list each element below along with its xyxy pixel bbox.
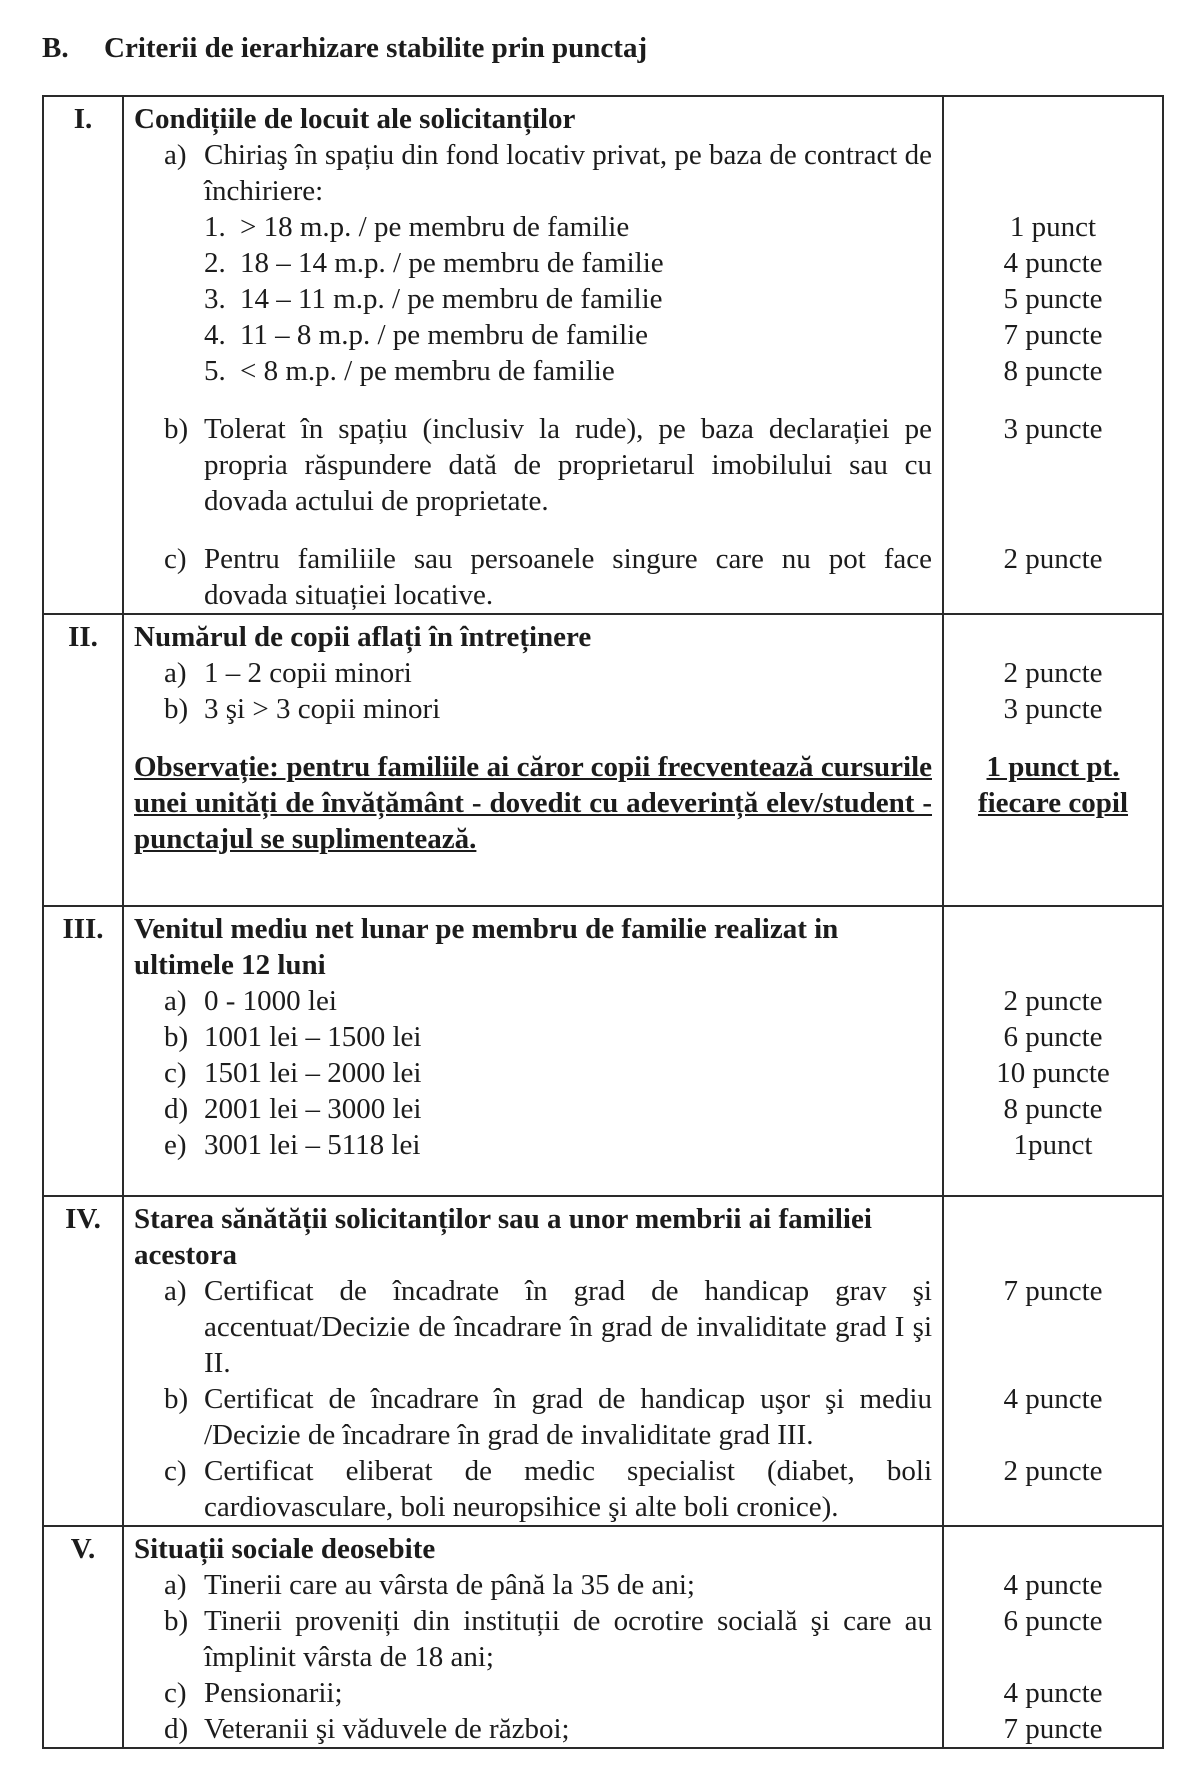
points-column xyxy=(943,1526,1163,1748)
points-column xyxy=(943,906,1163,1196)
points-value: 1punct xyxy=(1013,1129,1093,1161)
criteria-description xyxy=(123,1526,943,1748)
row-number: III. xyxy=(43,906,123,1196)
item-text: Certificat de încadrate în grad de handicap grav şi accentuat/Decizie de încadrare în grad de invaliditate grad I şi II. xyxy=(204,1275,932,1379)
item-label: a) xyxy=(164,1569,187,1601)
points-value: 6 puncte xyxy=(1003,1605,1103,1637)
section-heading xyxy=(42,30,647,66)
points-value: 4 puncte xyxy=(1003,247,1103,279)
sub-item-number: 5. xyxy=(204,355,226,387)
sub-item-number: 1. xyxy=(204,211,226,243)
item-text: 1001 lei – 1500 lei xyxy=(204,1021,422,1053)
item-text: 2001 lei – 3000 lei xyxy=(204,1093,422,1125)
criteria-title: Starea sănătății solicitanților sau a unor membrii ai familiei acestora xyxy=(134,1203,872,1271)
item-text: Certificat de încadrare în grad de handicap uşor şi mediu /Decizie de încadrare în grad de invaliditate grad III. xyxy=(204,1383,932,1451)
item-text: Tolerat în spațiu (inclusiv la rude), pe baza declarației pe propria răspundere dată de proprietarul imobilului sau cu dovada actului de proprietate. xyxy=(204,413,932,517)
sub-item xyxy=(134,245,932,281)
points-value: 2 puncte xyxy=(1003,543,1103,575)
points-column xyxy=(943,1196,1163,1526)
section-title: Criterii de ierarhizare stabilite prin punctaj xyxy=(104,32,648,64)
list-item xyxy=(134,1055,932,1091)
item-text: 1 – 2 copii minori xyxy=(204,657,412,689)
item-text: 3 şi > 3 copii minori xyxy=(204,693,441,725)
points-value: 4 puncte xyxy=(1003,1383,1103,1415)
points-value: 7 puncte xyxy=(1003,319,1103,351)
list-item xyxy=(134,1381,932,1453)
points-value: 7 puncte xyxy=(1003,1713,1103,1745)
list-item xyxy=(134,655,932,691)
sub-item-text: 14 – 11 m.p. / pe membru de familie xyxy=(240,283,663,315)
sub-item xyxy=(134,317,932,353)
item-label: c) xyxy=(164,1455,187,1487)
sub-item-number: 3. xyxy=(204,283,226,315)
sub-item-number: 2. xyxy=(204,247,226,279)
item-label: e) xyxy=(164,1129,187,1161)
criteria-row-1 xyxy=(43,96,1163,614)
points-value: 8 puncte xyxy=(1003,1093,1103,1125)
item-label: a) xyxy=(164,1275,187,1307)
item-label: a) xyxy=(164,657,187,689)
section-letter: B. xyxy=(42,32,69,64)
points-value: 7 puncte xyxy=(1003,1275,1103,1307)
list-item xyxy=(134,1091,932,1127)
sub-item-text: 11 – 8 m.p. / pe membru de familie xyxy=(240,319,649,351)
criteria-title: Condițiile de locuit ale solicitanților xyxy=(134,103,576,135)
list-item xyxy=(134,1453,932,1525)
points-value: 4 puncte xyxy=(1003,1569,1103,1601)
points-value: 5 puncte xyxy=(1003,283,1103,315)
criteria-row-3 xyxy=(43,906,1163,1196)
points-column xyxy=(943,614,1163,906)
points-value: 1 punct xyxy=(1009,211,1097,243)
points-value: 6 puncte xyxy=(1003,1021,1103,1053)
item-label: c) xyxy=(164,1057,187,1089)
criteria-title: Numărul de copii aflați în întreținere xyxy=(134,621,592,653)
sub-item-number: 4. xyxy=(204,319,226,351)
list-item xyxy=(134,1019,932,1055)
sub-item-text: < 8 m.p. / pe membru de familie xyxy=(240,355,615,387)
criteria-row-5 xyxy=(43,1526,1163,1748)
points-value: 8 puncte xyxy=(1003,355,1103,387)
item-text: 3001 lei – 5118 lei xyxy=(204,1129,421,1161)
points-value: 2 puncte xyxy=(1003,657,1103,689)
criteria-row-4 xyxy=(43,1196,1163,1526)
sub-item-text: > 18 m.p. / pe membru de familie xyxy=(240,211,630,243)
row-number: IV. xyxy=(43,1196,123,1526)
item-label: d) xyxy=(164,1093,189,1125)
criteria-description xyxy=(123,96,943,614)
points-value: 2 puncte xyxy=(1003,985,1103,1017)
criteria-description xyxy=(123,1196,943,1526)
item-label: b) xyxy=(164,1021,189,1053)
criteria-description xyxy=(123,614,943,906)
list-item xyxy=(134,1273,932,1381)
item-label: b) xyxy=(164,693,189,725)
sub-item xyxy=(134,353,932,389)
item-text: Certificat eliberat de medic specialist (diabet, boli cardiovasculare, boli neuropsihice şi alte boli cronice). xyxy=(204,1455,932,1523)
item-text: 1501 lei – 2000 lei xyxy=(204,1057,422,1089)
item-text: Chiriaş în spațiu din fond locativ privat, pe baza de contract de închiriere: xyxy=(204,139,932,207)
row-number: II. xyxy=(43,614,123,906)
item-text: Tinerii care au vârsta de până la 35 de ani; xyxy=(204,1569,695,1601)
criteria-title: Venitul mediu net lunar pe membru de familie realizat in ultimele 12 luni xyxy=(134,913,839,981)
item-text: Veteranii şi văduvele de război; xyxy=(204,1713,570,1745)
list-item xyxy=(134,411,932,519)
observation-note: Observație: pentru familiile ai căror copii frecventează cursurile unei unități de învățământ - dovedit cu adeverință elev/student - punctajul se suplimentează. xyxy=(134,751,932,855)
item-text: Pensionarii; xyxy=(204,1677,343,1709)
item-text: 0 - 1000 lei xyxy=(204,985,337,1017)
points-value: 4 puncte xyxy=(1003,1677,1103,1709)
sub-item xyxy=(134,209,932,245)
list-item xyxy=(134,541,932,613)
item-label: a) xyxy=(164,985,187,1017)
item-label: b) xyxy=(164,1383,189,1415)
row-number: V. xyxy=(43,1526,123,1748)
criteria-table xyxy=(42,95,1164,1749)
row-number: I. xyxy=(43,96,123,614)
item-label: c) xyxy=(164,543,187,575)
criteria-description xyxy=(123,906,943,1196)
points-value: 10 puncte xyxy=(996,1057,1110,1089)
points-value: 2 puncte xyxy=(1003,1455,1103,1487)
item-label: c) xyxy=(164,1677,187,1709)
item-text: Pentru familiile sau persoanele singure care nu pot face dovada situației locative. xyxy=(204,543,932,611)
list-item xyxy=(134,691,932,727)
item-text: Tinerii proveniți din instituții de ocrotire socială şi care au împlinit vârsta de 18 ani; xyxy=(204,1605,932,1673)
item-label: b) xyxy=(164,413,189,445)
list-item xyxy=(134,1603,932,1675)
points-value: 3 puncte xyxy=(1003,693,1103,725)
list-item xyxy=(134,1711,932,1747)
list-item xyxy=(134,983,932,1019)
sub-item-text: 18 – 14 m.p. / pe membru de familie xyxy=(240,247,664,279)
points-value: 3 puncte xyxy=(1003,413,1103,445)
list-item xyxy=(134,137,932,209)
sub-item xyxy=(134,281,932,317)
item-label: b) xyxy=(164,1605,189,1637)
points-column xyxy=(943,96,1163,614)
list-item xyxy=(134,1567,932,1603)
item-label: a) xyxy=(164,139,187,171)
criteria-row-2 xyxy=(43,614,1163,906)
item-label: d) xyxy=(164,1713,189,1745)
list-item xyxy=(134,1675,932,1711)
criteria-title: Situații sociale deosebite xyxy=(134,1533,436,1565)
observation-points: 1 punct pt. fiecare copil xyxy=(977,751,1129,819)
list-item xyxy=(134,1127,932,1163)
